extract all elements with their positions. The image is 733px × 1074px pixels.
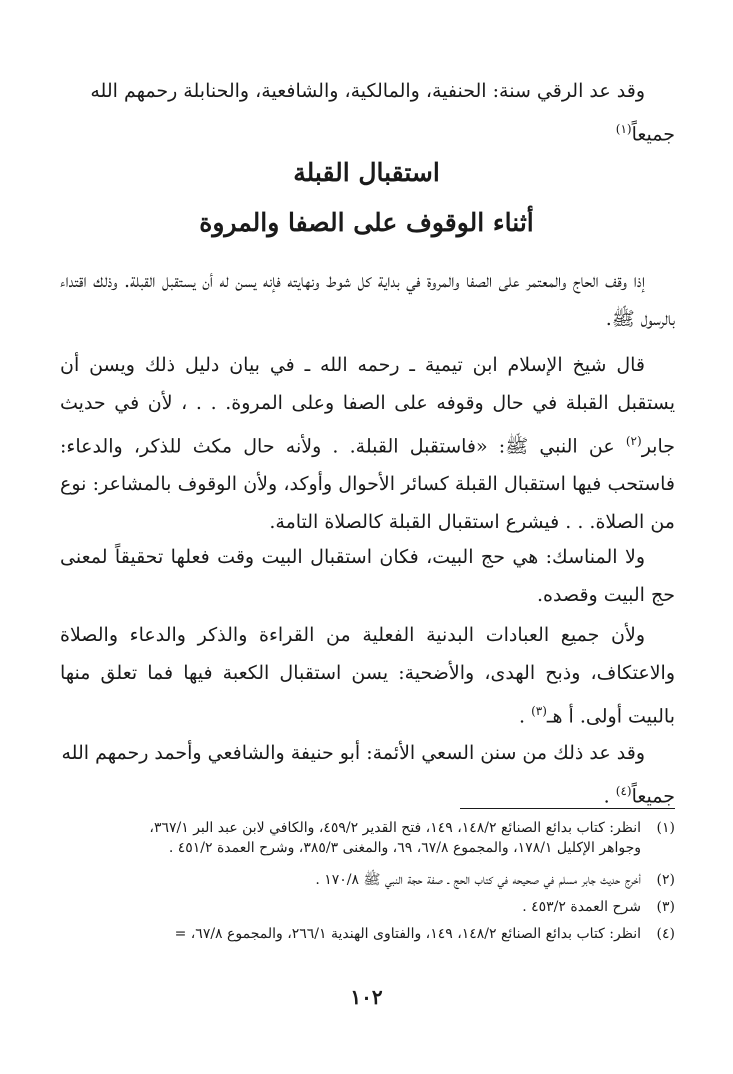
footnote-ref-3: (٣) xyxy=(531,704,547,718)
paragraph-5-line-2: جميعاً xyxy=(631,785,675,808)
page-number: ١٠٢ xyxy=(350,985,383,1009)
footnote-2-number: (٢) xyxy=(656,872,675,888)
paragraph-2-text-a: قال شيخ الإسلام ابن تيمية ـ رحمه الله ـ في بيان دليل ذلك ويسن أن يستقبل القبلة في حال وقوفه على الصفا وعلى المروة. . . ، لأن في حديث جابر xyxy=(60,354,675,458)
footnote-ref-4: (٤) xyxy=(615,784,632,798)
footnote-1 xyxy=(60,818,675,858)
intro-line-1: وقد عد الرقي سنة: الحنفية، والمالكية، والشافعية، والحنابلة رحمهم الله xyxy=(90,80,645,102)
footnote-ref-1: (١) xyxy=(615,122,632,136)
footnote-3-line-1: شرح العمدة ٤٥٣/٢ . xyxy=(522,899,641,915)
footnote-4 xyxy=(60,924,675,944)
footnote-3 xyxy=(60,897,675,917)
intro-paragraph xyxy=(60,72,675,153)
intro-line-2: جميعاً xyxy=(631,123,675,146)
paragraph-5-end: . xyxy=(603,785,616,808)
paragraph-5 xyxy=(60,734,675,815)
footnote-1-line-1: انظر: كتاب بدائع الصنائع ١٤٨/٢، ١٤٩، فتح القدير ٤٥٩/٢، والكافي لابن عبد البر ٣٦٧/١، xyxy=(149,820,641,836)
footnote-divider xyxy=(460,808,675,809)
paragraph-4-text: ولأن جميع العبادات البدنية الفعلية من القراءة والذكر والدعاء والصلاة والاعتكاف، وذبح الهدى، والأضحية: يسن استقبال الكعبة فيها فما تعلق منها بالبيت أولى. أ هـ xyxy=(60,624,675,728)
section-title: استقبال القبلة xyxy=(293,158,440,187)
footnote-2-line-1: أخرج حديث جابر مسلم في صحيحه في كتاب الحج ـ صفة حجة النبي ﷺ ١٧٠/٨ . xyxy=(315,872,641,888)
footnote-4-line-1: انظر: كتاب بدائع الصنائع ١٤٨/٢، ١٤٩، والفتاوى الهندية ٢٦٦/١، والمجموع ٦٧/٨، = xyxy=(174,926,641,942)
footnote-2 xyxy=(60,870,675,890)
footnote-ref-2: (٢) xyxy=(625,434,642,448)
footnote-3-number: (٣) xyxy=(656,899,675,915)
footnote-1-line-2: وجواهر الإكليل ١٧٨/١، والمجموع ٦٧/٨، ٦٩، والمغنى ٣٨٥/٣، وشرح العمدة ٤٥١/٢ . xyxy=(168,840,641,856)
paragraph-4-end: . xyxy=(518,705,532,728)
paragraph-2 xyxy=(60,346,675,541)
section-subtitle: أثناء الوقوف على الصفا والمروة xyxy=(199,208,534,237)
paragraph-1: إذا وقف الحاج والمعتمر على الصفا والمروة في بداية كل شوط ونهايته فإنه يسن له أن يستقبل القبلة. وذلك اقتداء بالرسول ﷺ. xyxy=(60,270,675,330)
paragraph-3: ولا المناسك: هي حج البيت، فكان استقبال البيت وقت فعلها تحقيقاً لمعنى حج البيت وقصده. xyxy=(60,546,675,606)
paragraph-5-line-1: وقد عد ذلك من سنن السعي الأئمة: أبو حنيفة والشافعي وأحمد رحمهم الله xyxy=(61,742,645,764)
paragraph-4 xyxy=(60,616,675,735)
paragraph-2-text-b: عن النبي ﷺ: «فاستقبل القبلة. . ولأنه حال مكث للذكر، والدعاء: فاستحب فيها استقبال القبلة كسائر الأحوال وأوكد، ولأن الوقوف بالمشاعر: نوع من الصلاة. . . فيشرع استقبال القبلة كالصلاة التامة. xyxy=(60,435,675,534)
footnote-4-number: (٤) xyxy=(656,926,675,942)
footnote-1-number: (١) xyxy=(656,820,675,836)
